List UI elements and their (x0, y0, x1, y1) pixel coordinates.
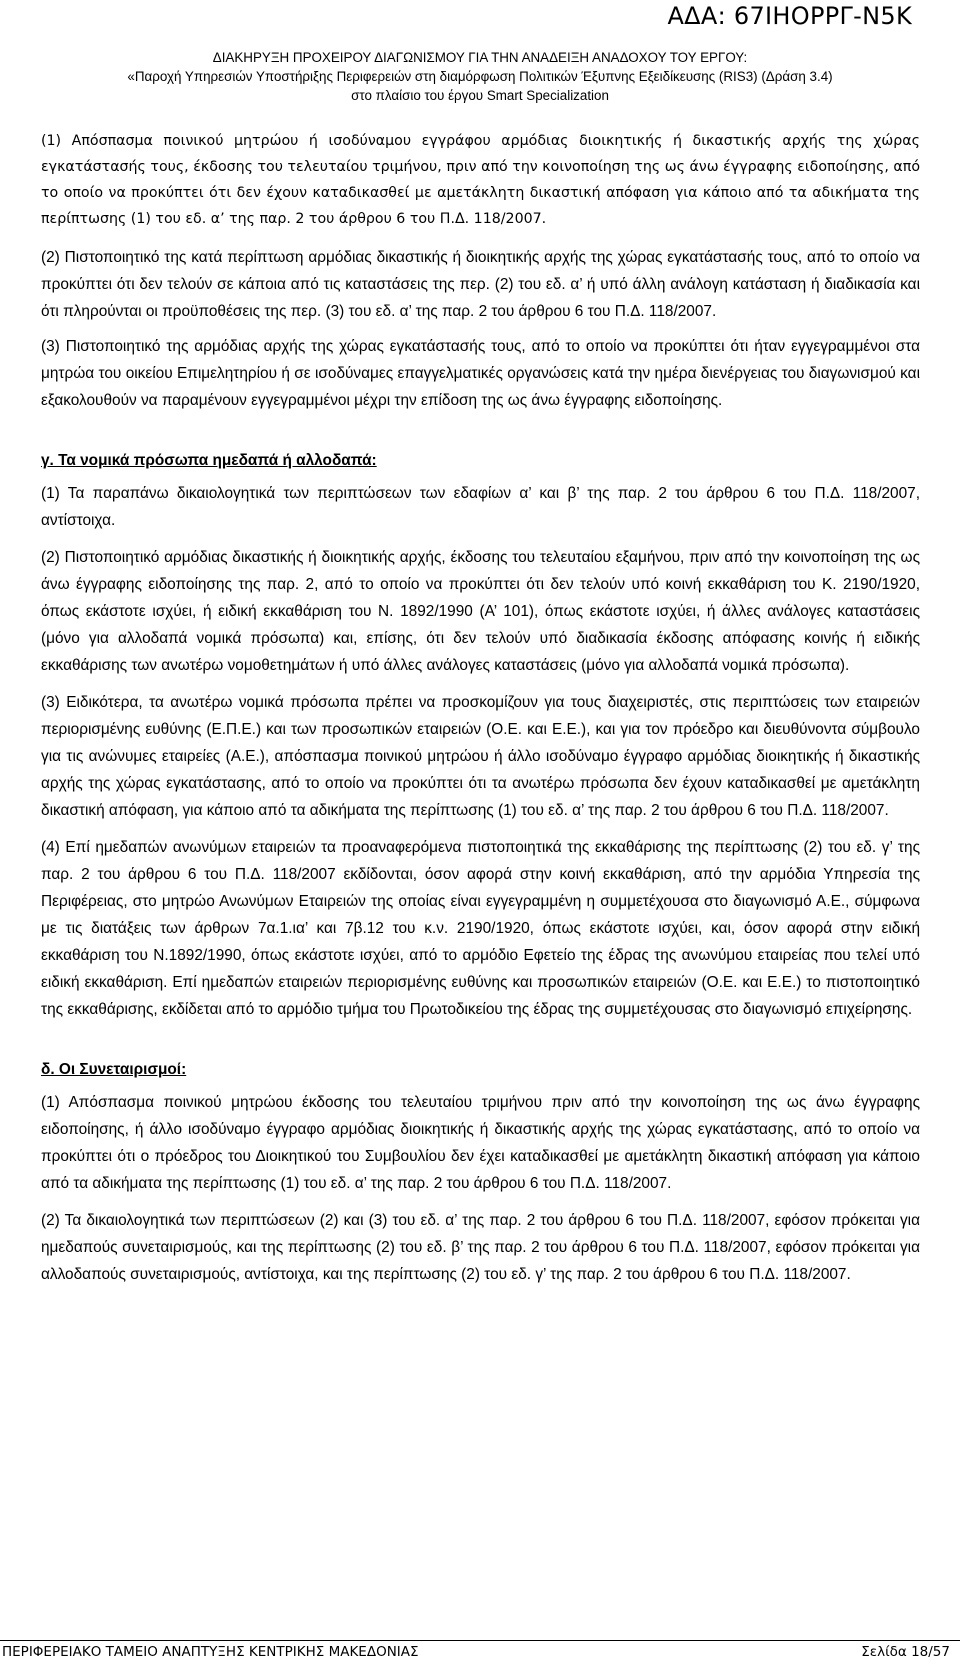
paragraph-b1: (1) Απόσπασμα ποινικού μητρώου ή ισοδύναμου εγγράφου αρμόδιας διοικητικής ή δικαστικής αρχής της χώρας εγκατάστασής τους, έκδοσης του τελευταίου τριμήνου, πριν από την κοινοποίηση της ως άνω έγγραφης ειδοποίησης, από το οποίο να προκύπτει ότι δεν έχουν καταδικασθεί με αμετάκλητη δικαστική απόφαση για κάποιο από τα αδικήματα της περίπτωσης (1) του εδ. α’ της παρ. 2 του άρθρου 6 του Π.Δ. 118/2007. (41, 133, 920, 227)
paragraph-b2: (2) Πιστοποιητικό της κατά περίπτωση αρμόδιας δικαστικής ή διοικητικής αρχής της χώρας εγκατάστασής τους, από το οποίο να προκύπτει ότι δεν τελούν σε κάποια από τις καταστάσεις της περ. (2) του εδ. α’ ή υπό άλλη ανάλογη κατάσταση ή διαδικασία και ότι πληρούνται οι προϋποθέσεις της περ. (3) του εδ. α’ της παρ. 2 του άρθρου 6 του Π.Δ. 118/2007. (41, 249, 920, 320)
section-d-title: δ. Οι Συνεταιρισμοί: (41, 1061, 187, 1078)
paragraph-c2: (2) Πιστοποιητικό αρμόδιας δικαστικής ή διοικητικής αρχής, έκδοσης του τελευταίου εξαμήνου, πριν από την κοινοποίηση της ως άνω έγγραφης ειδοποίησης της παρ. 2, από το οποίο να προκύπτει ότι δεν τελούν υπό κοινή εκκαθάριση του Κ. 2190/1920, όπως εκάστοτε ισχύει, ή ειδική εκκαθάριση του Ν. 1892/1990 (Α’ 101), όπως εκάστοτε ισχύει, ή άλλες ανάλογες καταστάσεις (μόνο για αλλοδαπά νομικά πρόσωπα) και, επίσης, ότι δεν τελούν υπό διαδικασία έκδοσης απόφασης κοινής ή ειδικής εκκαθάρισης των ανωτέρω νομοθετημάτων ή υπό άλλες ανάλογες καταστάσεις (μόνο για αλλοδαπά νομικά πρόσωπα). (41, 549, 920, 674)
paragraph-d1: (1) Απόσπασμα ποινικού μητρώου έκδοσης του τελευταίου τριμήνου πριν από την κοινοποίηση της ως άνω έγγραφης ειδοποίησης, ή άλλο ισοδύναμο έγγραφο αρμόδιας διοικητικής ή δικαστικής αρχής της χώρας εγκατάστασης, από το οποίο να προκύπτει ότι ο πρόεδρος του Διοικητικού του Συμβουλίου δεν έχει καταδικασθεί με αμετάκλητη δικαστική απόφαση για κάποιο από τα αδικήματα της περίπτωσης (1) του εδ. α’ της παρ. 2 του άρθρου 6 του Π.Δ. 118/2007. (41, 1094, 920, 1192)
header-line-1: ΔΙΑΚΗΡΥΞΗ ΠΡΟΧΕΙΡΟΥ ΔΙΑΓΩΝΙΣΜΟΥ ΓΙΑ ΤΗΝ ΑΝΑΔΕΙΞΗ ΑΝΑΔΟΧΟΥ ΤΟΥ ΕΡΓΟΥ: (212, 50, 748, 65)
paragraph-d2: (2) Τα δικαιολογητικά των περιπτώσεων (2) και (3) του εδ. α’ της παρ. 2 του άρθρου 6 του Π.Δ. 118/2007, εφόσον πρόκειται για ημεδαπούς συνεταιρισμούς, και της περίπτωσης (2) του εδ. β’ της παρ. 2 του άρθρου 6 του Π.Δ. 118/2007, εφόσον πρόκειται για αλλοδαπούς συνεταιρισμούς, αντίστοιχα, και της περίπτωσης (2) του εδ. γ’ της παρ. 2 του άρθρου 6 του Π.Δ. 118/2007. (41, 1212, 920, 1283)
paragraph-c1: (1) Τα παραπάνω δικαιολογητικά των περιπτώσεων των εδαφίων α’ και β’ της παρ. 2 του άρθρου 6 του Π.Δ. 118/2007, αντίστοιχα. (41, 485, 920, 529)
paragraph-c4: (4) Επί ημεδαπών ανωνύμων εταιρειών τα προαναφερόμενα πιστοποιητικά της εκκαθάρισης της περίπτωσης (2) του εδ. γ’ της παρ. 2 του άρθρου 6 του Π.Δ. 118/2007 εκδίδονται, όσον αφορά στην κοινή εκκαθάριση, από την αρμόδια Υπηρεσία της Περιφέρειας, στο μητρώο Ανωνύμων Εταιρειών της οποίας είναι εγγεγραμμένη η συμμετέχουσα στο διαγωνισμό Α.Ε., σύμφωνα με τις διατάξεις των άρθρων 7α.1.ια’ και 7β.12 του κ.ν. 2190/1920, όπως εκάστοτε ισχύει, και, όσον αφορά στην ειδική εκκαθάριση του Ν.1892/1990, όπως εκάστοτε ισχύει, από το αρμόδιο Εφετείο της έδρας της ανωνύμου εταιρείας που τελεί υπό ειδική εκκαθάριση. Επί ημεδαπών εταιρειών περιορισμένης ευθύνης και προσωπικών εταιρειών (Ο.Ε. και Ε.Ε.) το πιστοποιητικό της εκκαθάρισης, εκδίδεται από το αρμόδιο τμήμα του Πρωτοδικείου της έδρας της συμμετέχουσας στο διαγωνισμό επιχείρησης. (41, 839, 920, 1018)
document-header (40, 48, 920, 105)
ada-code: ΑΔΑ: 67ΙΗΟΡΡΓ-Ν5Κ (667, 2, 912, 30)
footer-divider (0, 1640, 960, 1641)
footer-page-number: Σελίδα 18/57 (861, 1644, 950, 1660)
footer-organization: ΠΕΡΙΦΕΡΕΙΑΚΟ ΤΑΜΕΙΟ ΑΝΑΠΤΥΞΗΣ ΚΕΝΤΡΙΚΗΣ ΜΑΚΕΔΟΝΙΑΣ (2, 1644, 419, 1660)
header-line-3: στο πλαίσιο του έργου Smart Specialization (351, 88, 609, 103)
paragraph-c3: (3) Ειδικότερα, τα ανωτέρω νομικά πρόσωπα πρέπει να προσκομίζουν για τους διαχειριστές, στις περιπτώσεις των εταιρειών περιορισμένης ευθύνης (Ε.Π.Ε.) και των προσωπικών εταιρειών (Ο.Ε. και Ε.Ε.), και για τον πρόεδρο και διευθύνοντα σύμβουλο για τις ανώνυμες εταιρείες (Α.Ε.), απόσπασμα ποινικού μητρώου ή άλλο ισοδύναμο έγγραφο αρμόδιας διοικητικής ή δικαστικής αρχής της χώρας εγκατάστασης, από το οποίο να προκύπτει ότι τα ανωτέρω πρόσωπα δεν έχουν καταδικασθεί με αμετάκλητη δικαστική απόφαση, για κάποιο από τα αδικήματα της περίπτωσης (1) του εδ. α’ της παρ. 2 του άρθρου 6 του Π.Δ. 118/2007. (41, 694, 920, 819)
paragraph-b3: (3) Πιστοποιητικό της αρμόδιας αρχής της χώρας εγκατάστασής τους, από το οποίο να προκύπτει ότι ήταν εγγεγραμμένοι στα μητρώα του οικείου Επιμελητηρίου ή σε ισοδύναμες επαγγελματικές οργανώσεις κατά την ημέρα διενέργειας του διαγωνισμού και εξακολουθούν να παραμένουν εγγεγραμμένοι μέχρι την επίδοση της ως άνω έγγραφης ειδοποίησης. (41, 338, 920, 409)
header-line-2: «Παροχή Υπηρεσιών Υποστήριξης Περιφερειών στη διαμόρφωση Πολιτικών Έξυπνης Εξειδίκευσης (RIS3) (Δράση 3.4) (127, 69, 833, 84)
document-body (41, 128, 920, 1288)
section-c-title: γ. Τα νομικά πρόσωπα ημεδαπά ή αλλοδαπά: (41, 452, 377, 469)
